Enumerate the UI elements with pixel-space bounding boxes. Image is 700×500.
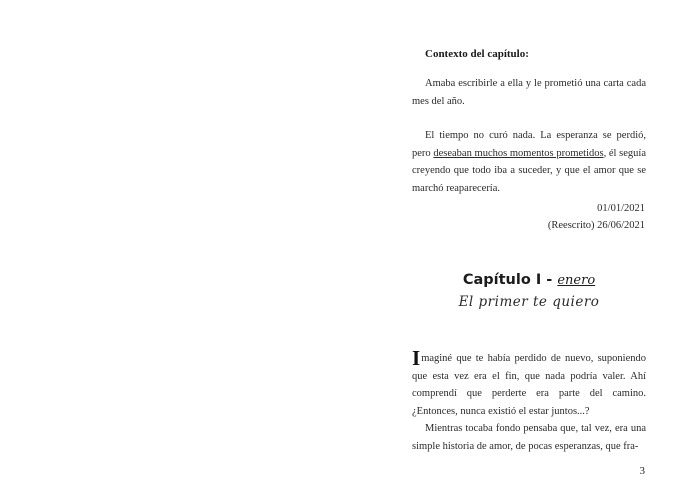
chapter-month: enero [557,273,596,288]
chapter-heading [412,272,646,310]
chapter-title [412,272,646,288]
rewritten-date: (Reescrito) 26/06/2021 [547,220,645,231]
underlined-phrase: deseaban muchos momentos prometidos [433,147,604,159]
written-date: 01/01/2021 [597,203,645,214]
chapter-body [412,346,646,455]
chapter-number: Capítulo I - [462,272,558,288]
body-paragraph-1 [412,346,646,420]
context-paragraph-2-end: , él seguía creyendo que todo iba a suceder, y que el amor que se marchó reaparecería. [412,147,646,194]
page-number: 3 [639,465,645,477]
context-paragraph-2-start: El tiempo no curó nada. La esperanza se perdió, pero [412,130,646,159]
body-paragraph-2: Mientras tocaba fondo pensaba que, tal vez, era una simple historia de amor, de pocas esperanzas, que fra- [412,423,646,452]
context-paragraph-2 [412,127,646,197]
body-paragraph-1-text: maginé que te había perdido de nuevo, suponiendo que esta vez era el fin, que nada podría valer. Ahí comprendí que perderte era parte del camino. ¿Entonces, nunca existió el estar juntos...? [412,353,646,417]
context-heading: Contexto del capítulo: [425,48,529,60]
context-paragraph-1: Amaba escribirle a ella y le prometió una carta cada mes del año. [412,78,646,107]
chapter-subtitle: El primer te quiero [458,294,600,310]
drop-cap: I [412,346,421,370]
dates-block [548,200,645,234]
context-paragraph-2-block [412,127,646,197]
context-paragraph-1-block [412,75,646,110]
